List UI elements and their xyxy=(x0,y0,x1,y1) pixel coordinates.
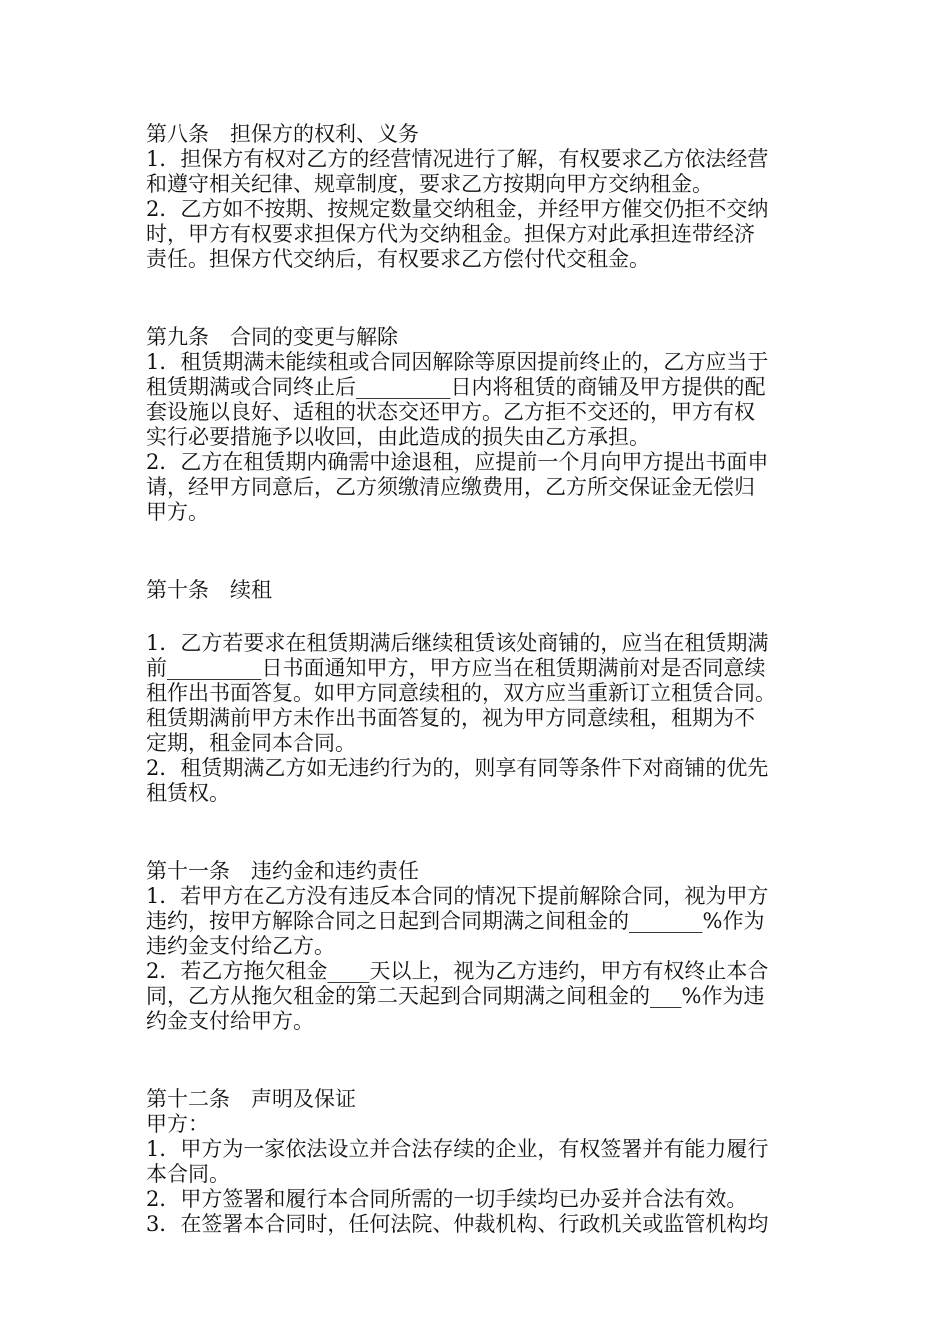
article-11-line: 1．若甲方在乙方没有违反本合同的情况下提前解除合同，视为甲方 xyxy=(146,884,769,908)
article-11-line: 约金支付给甲方。 xyxy=(146,1009,314,1033)
article-11-line: 违约金支付给乙方。 xyxy=(146,934,335,958)
article-11-line: 违约，按甲方解除合同之日起到合同期满之间租金的_______%作为 xyxy=(146,909,765,933)
article-9-line: 甲方。 xyxy=(146,500,209,524)
article-10 xyxy=(146,578,826,806)
article-8-line: 和遵守相关纪律、规章制度，要求乙方按期向甲方交纳租金。 xyxy=(146,172,713,196)
article-8 xyxy=(146,122,826,272)
article-10-line: 租赁权。 xyxy=(146,781,230,805)
article-10-line: 前_________日书面通知甲方，甲方应当在租赁期满前对是否同意续 xyxy=(146,656,766,680)
article-8-line: 时，甲方有权要求担保方代为交纳租金。担保方对此承担连带经济 xyxy=(146,222,755,246)
document-page xyxy=(146,122,826,1237)
section-spacer xyxy=(146,806,826,859)
section-spacer xyxy=(146,272,826,325)
article-10-line: 2．租赁期满乙方如无违约行为的，则享有同等条件下对商铺的优先 xyxy=(146,756,769,780)
article-8-line: 1．担保方有权对乙方的经营情况进行了解，有权要求乙方依法经营 xyxy=(146,147,769,171)
article-9-line: 请，经甲方同意后，乙方须缴清应缴费用，乙方所交保证金无偿归 xyxy=(146,475,755,499)
article-9-line: 2．乙方在租赁期内确需中途退租，应提前一个月向甲方提出书面申 xyxy=(146,450,769,474)
section-spacer xyxy=(146,525,826,578)
article-8-line: 2．乙方如不按期、按规定数量交纳租金，并经甲方催交仍拒不交纳 xyxy=(146,197,769,221)
section-spacer xyxy=(146,1034,826,1087)
article-10-line: 租赁期满前甲方未作出书面答复的，视为甲方同意续租，租期为不 xyxy=(146,706,755,730)
article-11-line: 同，乙方从拖欠租金的第二天起到合同期满之间租金的___%作为违 xyxy=(146,984,765,1008)
article-12-line: 本合同。 xyxy=(146,1162,230,1186)
article-9-line: 实行必要措施予以收回，由此造成的损失由乙方承担。 xyxy=(146,425,650,449)
article-12-line: 3．在签署本合同时，任何法院、仲裁机构、行政机关或监管机构均 xyxy=(146,1212,769,1236)
article-9-line: 套设施以良好、适租的状态交还甲方。乙方拒不交还的，甲方有权 xyxy=(146,400,755,424)
article-9 xyxy=(146,325,826,525)
article-12 xyxy=(146,1087,826,1237)
article-8-line: 责任。担保方代交纳后，有权要求乙方偿付代交租金。 xyxy=(146,247,650,271)
article-10-line: 定期，租金同本合同。 xyxy=(146,731,356,755)
article-11-line: 2．若乙方拖欠租金____天以上，视为乙方违约，甲方有权终止本合 xyxy=(146,959,769,983)
article-12-title: 第十二条 声明及保证 xyxy=(146,1087,356,1111)
article-12-line: 2．甲方签署和履行本合同所需的一切手续均已办妥并合法有效。 xyxy=(146,1187,748,1211)
article-9-line: 1．租赁期满未能续租或合同因解除等原因提前终止的，乙方应当于 xyxy=(146,350,769,374)
article-10-line: 1．乙方若要求在租赁期满后继续租赁该处商铺的，应当在租赁期满 xyxy=(146,631,769,655)
article-11-title: 第十一条 违约金和违约责任 xyxy=(146,859,419,883)
article-10-line: 租作出书面答复。如甲方同意续租的，双方应当重新订立租赁合同。 xyxy=(146,681,776,705)
article-10-title: 第十条 续租 xyxy=(146,578,272,602)
article-12-line: 甲方： xyxy=(146,1112,209,1136)
article-8-title: 第八条 担保方的权利、义务 xyxy=(146,122,419,146)
article-9-title: 第九条 合同的变更与解除 xyxy=(146,325,398,349)
article-9-line: 租赁期满或合同终止后_________日内将租赁的商铺及甲方提供的配 xyxy=(146,375,766,399)
title-spacer xyxy=(146,603,826,631)
article-11 xyxy=(146,859,826,1034)
article-12-line: 1．甲方为一家依法设立并合法存续的企业，有权签署并有能力履行 xyxy=(146,1137,769,1161)
